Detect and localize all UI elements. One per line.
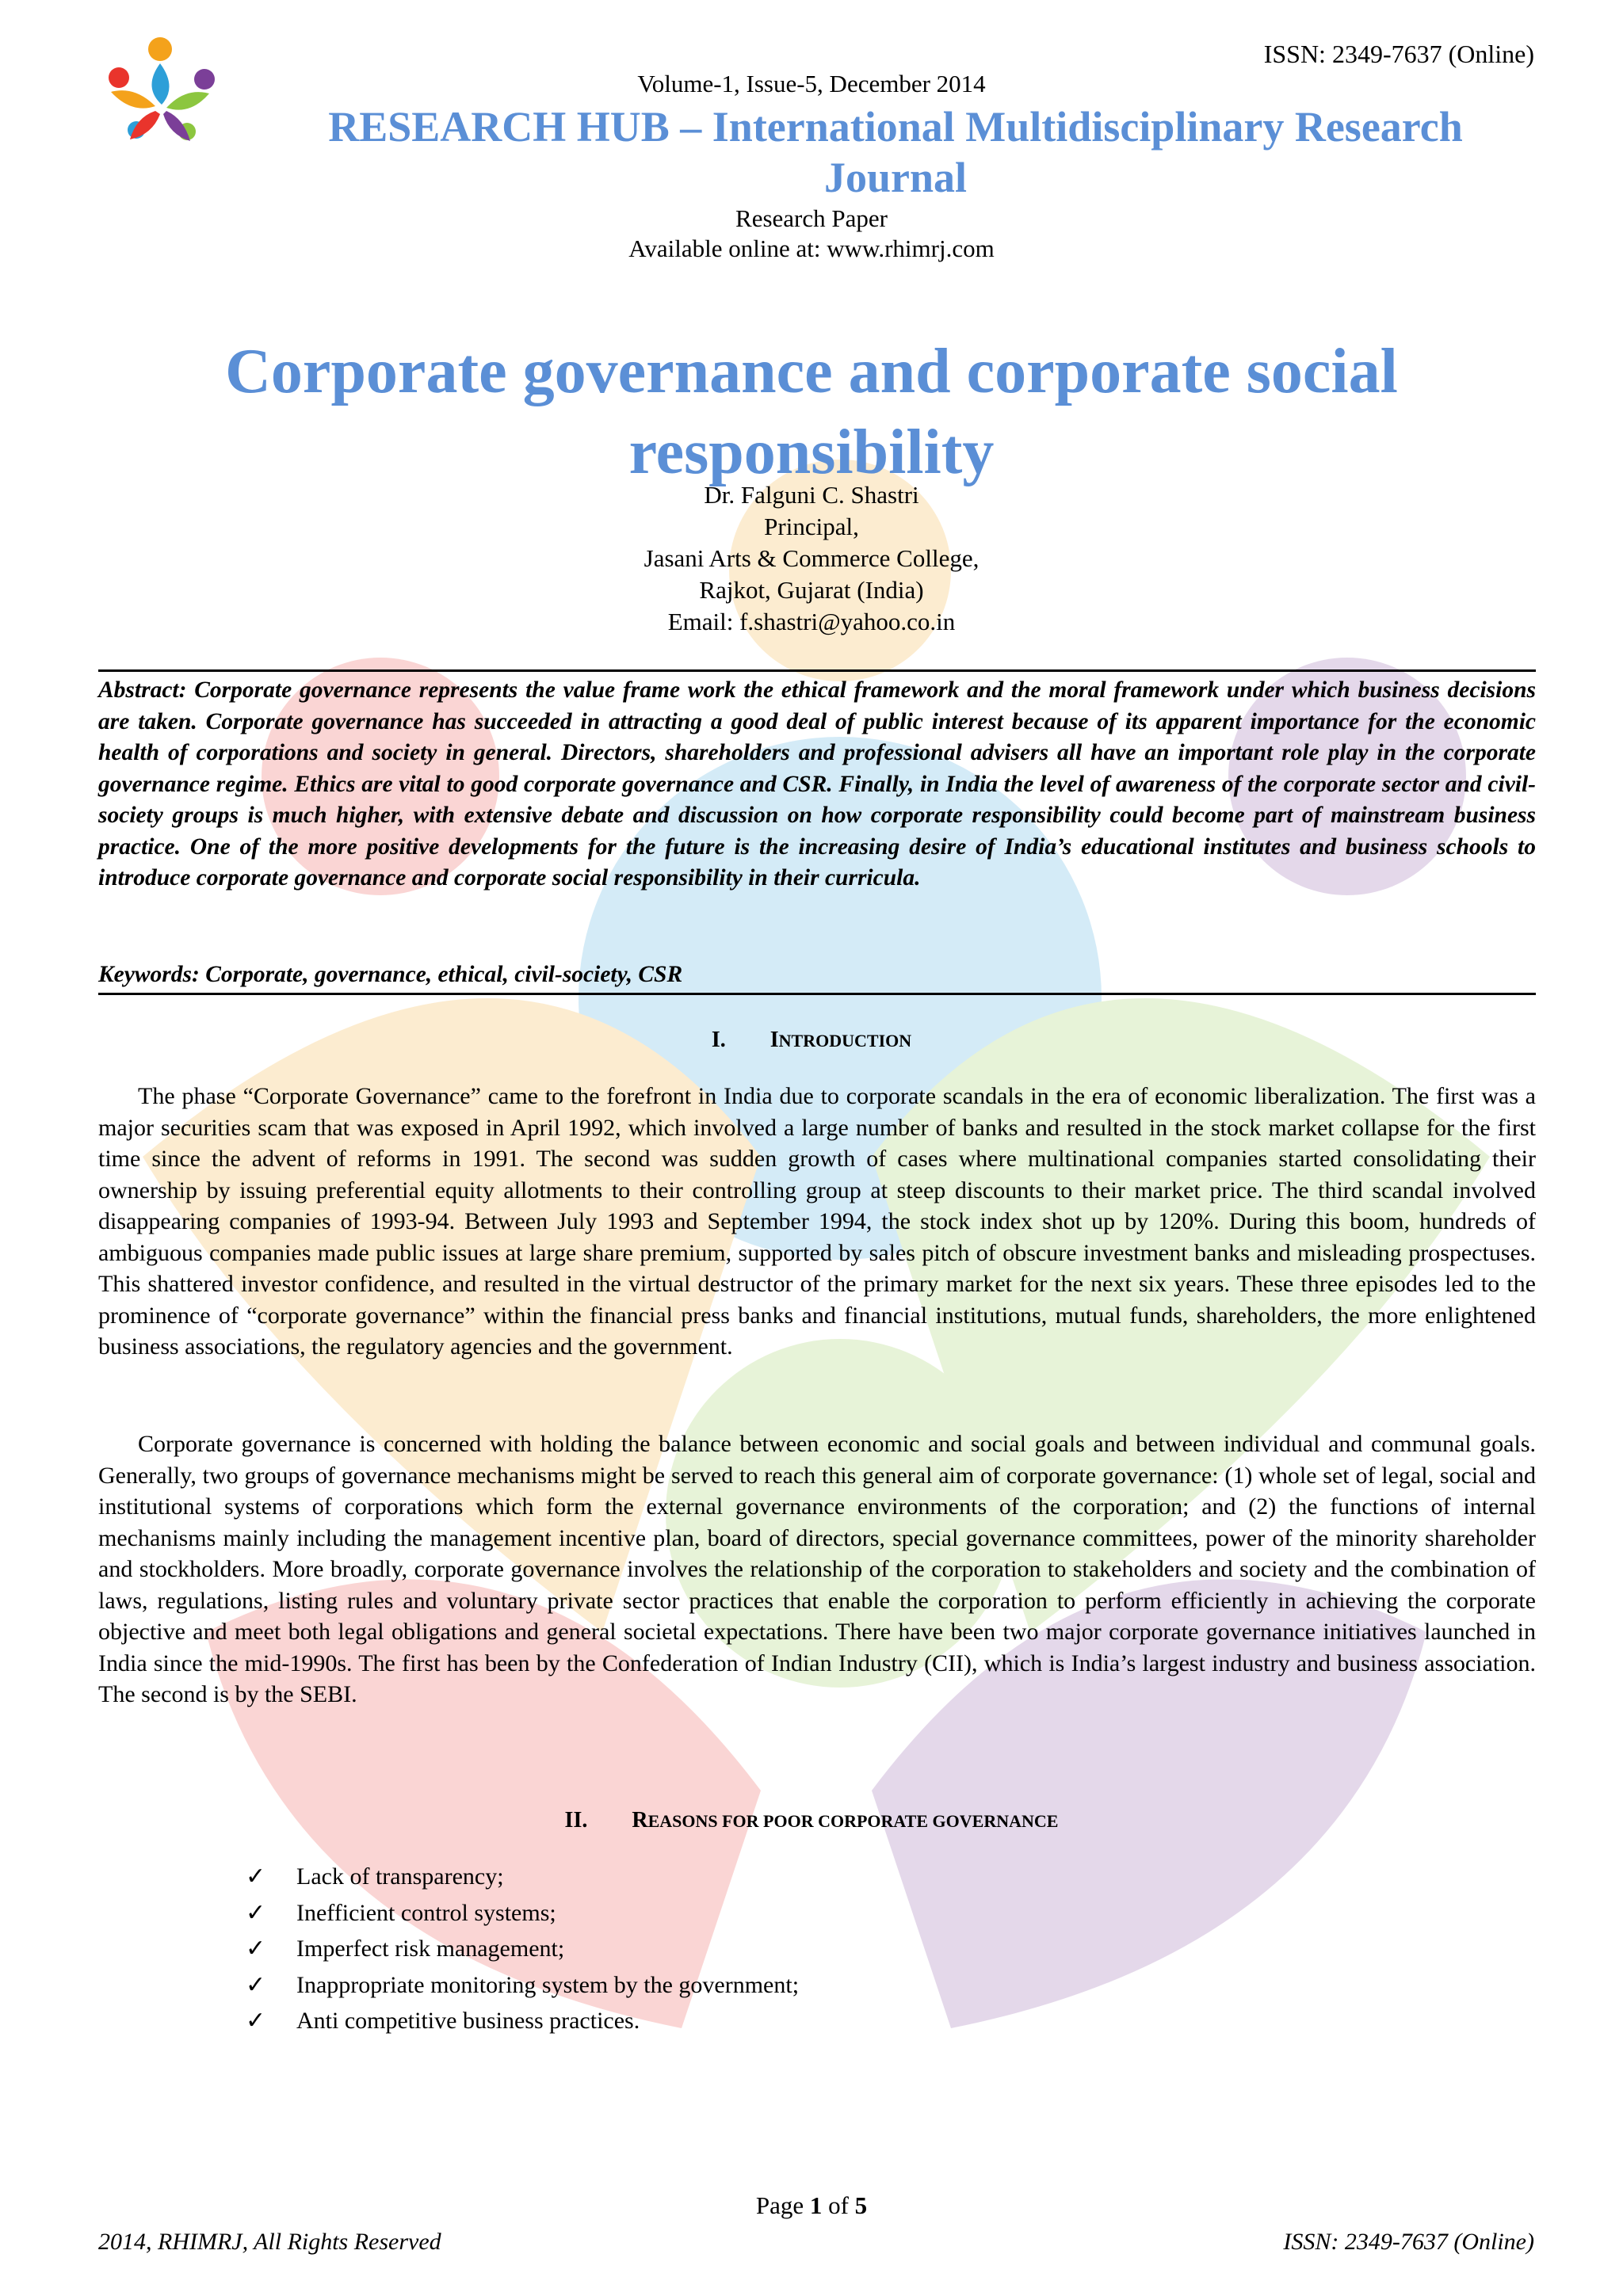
paper-type: Research Paper <box>735 204 888 232</box>
section-heading-reasons <box>0 1808 1623 1833</box>
list-item <box>246 1967 799 2004</box>
list-item <box>246 2003 799 2039</box>
page-of-label: of <box>822 2191 855 2219</box>
list-item <box>246 1895 799 1932</box>
reasons-list <box>246 1859 799 2039</box>
abstract-bottom-rule <box>98 993 1536 995</box>
page-number <box>0 2191 1623 2220</box>
footer-issn: ISSN: 2349-7637 (Online) <box>1283 2229 1534 2255</box>
author-name: Dr. Falguni C. Shastri <box>704 481 919 509</box>
checkmark-icon: ✓ <box>246 1936 266 1962</box>
author-email: Email: f.shastri@yahoo.co.in <box>667 608 956 635</box>
checkmark-icon: ✓ <box>246 2008 266 2034</box>
paper-title: Corporate governance and corporate social responsibility <box>225 337 1398 487</box>
checkmark-icon: ✓ <box>246 1899 266 1926</box>
list-item-text: Inefficient control systems; <box>296 1899 556 1926</box>
author-position: Principal, <box>764 513 859 540</box>
section-title-initial: R <box>632 1808 648 1833</box>
author-location: Rajkot, Gujarat (India) <box>699 576 924 604</box>
section-title-initial: I <box>769 1028 779 1052</box>
section-title-rest: NTRODUCTION <box>778 1031 912 1051</box>
section-number: I. <box>711 1028 726 1052</box>
abstract: Abstract: Corporate governance represents the value frame work the ethical framework and the moral framework under which business decisions are taken. Corporate governance has succeeded in attracting a good deal of public interest because of its apparent importance for the economic health of corporations and society in general. Directors, shareholders and professional advisers all have an important role play in the corporate governance regime. Ethics are vital to good corporate governance and CSR. Finally, in India the level of awareness of the corporate sector and civil-society groups is much higher, with extensive debate and discussion on how corporate responsibility could become part of mainstream business practice. One of the more positive developments for the future is the increasing desire of India’s educational institutes and business schools to introduce corporate governance and corporate social responsibility in their curricula. <box>98 677 1536 891</box>
author-institution: Jasani Arts & Commerce College, <box>643 544 980 572</box>
abstract-top-rule <box>98 669 1536 672</box>
section-heading-introduction <box>0 1028 1623 1053</box>
list-item-text: Inappropriate monitoring system by the government; <box>296 1971 800 1998</box>
available-online: Available online at: www.rhimrj.com <box>628 235 995 262</box>
list-item-text: Lack of transparency; <box>296 1863 504 1890</box>
keywords: Keywords: Corporate, governance, ethical, civil-society, CSR <box>98 962 683 987</box>
list-item <box>246 1931 799 1967</box>
section-title-rest: EASONS FOR POOR CORPORATE GOVERNANCE <box>647 1811 1059 1831</box>
page-label: Page <box>755 2191 810 2219</box>
total-pages: 5 <box>854 2191 868 2219</box>
list-item-text: Imperfect risk management; <box>296 1936 565 1962</box>
list-item <box>246 1859 799 1895</box>
issn-header: ISSN: 2349-7637 (Online) <box>1263 40 1534 68</box>
checkmark-icon: ✓ <box>246 1971 266 1998</box>
checkmark-icon: ✓ <box>246 1863 266 1890</box>
paragraph: Corporate governance is concerned with holding the balance between economic and social goals and between individual and communal goals. Generally, two groups of governance mechanisms might be served to reach this general aim of corporate governance: (1) whole set of legal, social and institutional systems of corporations which form the external governance environments of the corporation; and (2) the functions of internal mechanisms mainly including the management incentive plan, board of directors, special governance committees, power of the minority shareholder and stockholders. More broadly, corporate governance involves the relationship of the corporation to stakeholders and society and the combination of laws, regulations, listing rules and voluntary private sector practices that enable the corporation to perform efficiently in achieving the corporate objective and meet both legal obligations and general societal expectations. There have been two major corporate governance initiatives launched in India since the mid-1990s. The first has been by the Confederation of Indian Industry (CII), which is India’s largest industry and business association. The second is by the SEBI. <box>98 1431 1536 1707</box>
section-number: II. <box>564 1808 588 1833</box>
current-page: 1 <box>809 2191 823 2219</box>
journal-title: RESEARCH HUB – International Multidisciplinary Research Journal <box>328 103 1463 201</box>
paragraph: The phase “Corporate Governance” came to the forefront in India due to corporate scandals in the era of economic liberalization. The first was a major securities scam that was exposed in April 1992, which involved a large number of banks and resulted in the stock market collapse for the first time since the advent of reforms in 1991. The second was sudden growth of cases where multinational companies started consolidating their ownership by issuing preferential equity allotments to their controlling group at steep discounts to their market price. The third scandal involved disappearing companies of 1993-94. Between July 1993 and September 1994, the stock index shot up by 120%. During this boom, hundreds of ambiguous companies made public issues at large share premium, supported by sales pitch of obscure investment banks and misleading prospectuses. This shattered investor confidence, and resulted in the virtual destructor of the primary market for the next six years. These three episodes led to the prominence of “corporate governance” within the financial press banks and financial institutions, mutual funds, shareholders, the more enlightened business associations, the regulatory agencies and the government. <box>98 1083 1536 1360</box>
author-block <box>0 479 1623 638</box>
volume-info: Volume-1, Issue-5, December 2014 <box>637 70 986 97</box>
footer-copyright: 2014, RHIMRJ, All Rights Reserved <box>98 2229 441 2255</box>
list-item-text: Anti competitive business practices. <box>296 2008 640 2034</box>
